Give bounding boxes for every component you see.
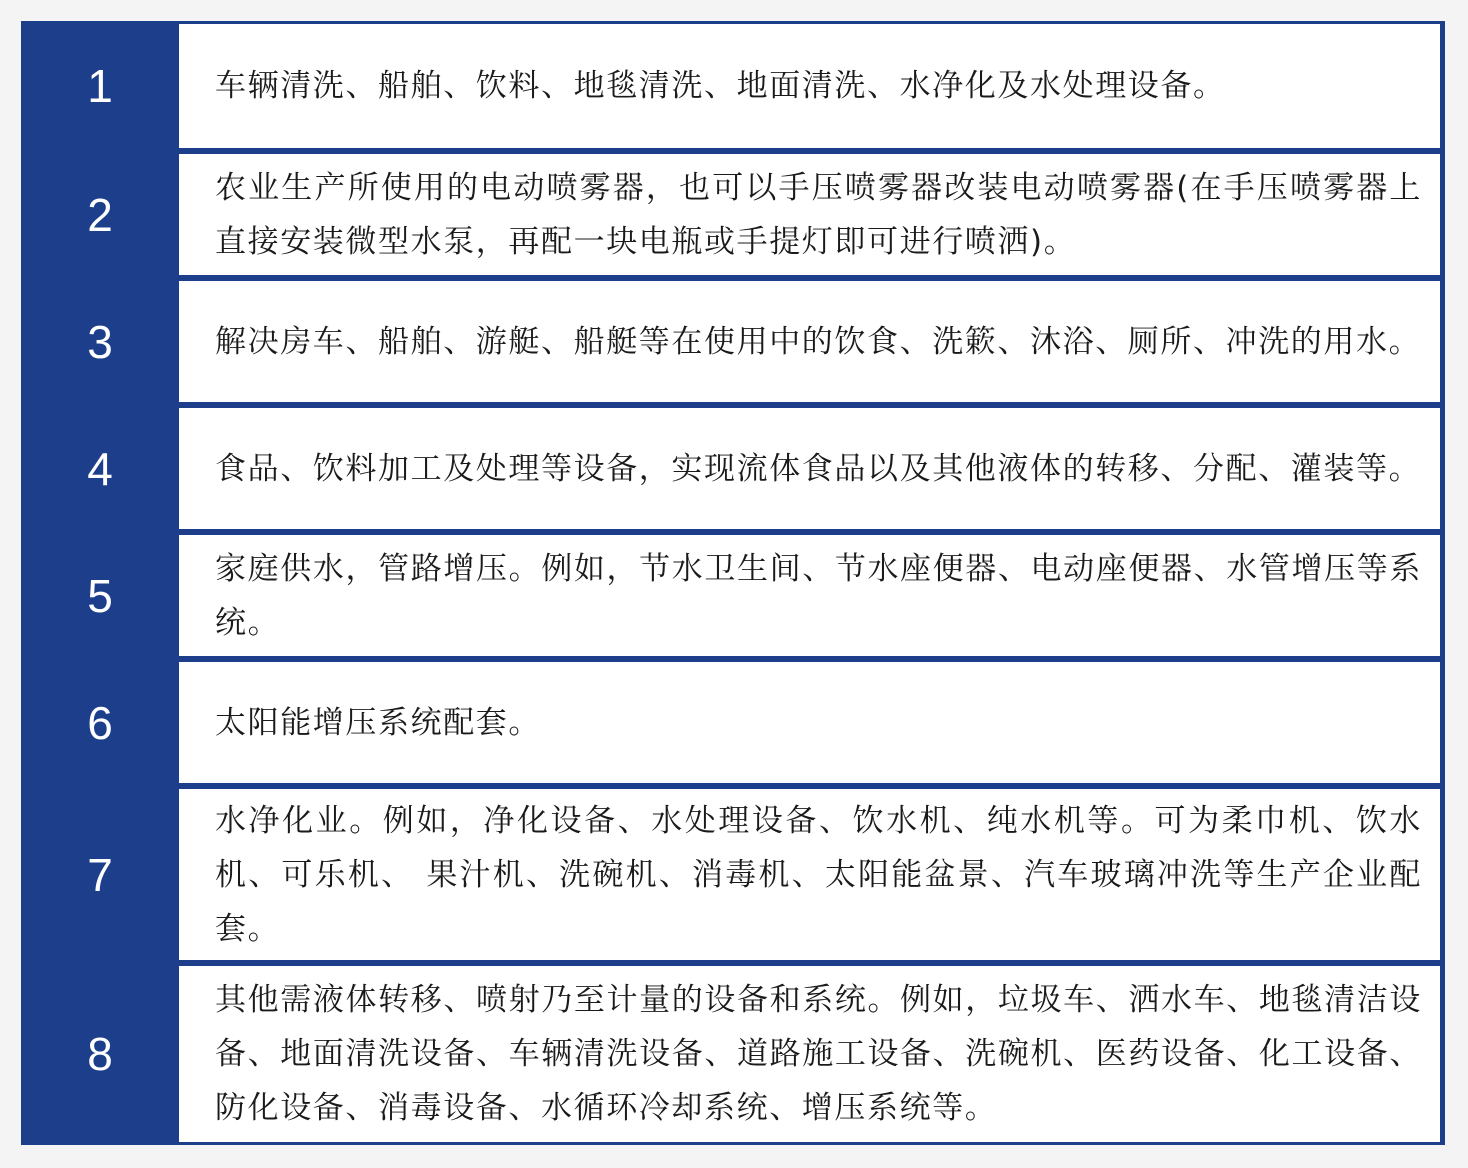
- row-text: 食品、饮料加工及处理等设备，实现流体食品以及其他液体的转移、分配、灌装等。: [215, 450, 1422, 487]
- row-text: 车辆清洗、船舶、饮料、地毯清洗、地面清洗、水净化及水处理设备。: [215, 68, 1226, 104]
- row-text: 解决房车、船舶、游艇、船艇等在使用中的饮食、洗簌、沐浴、厕所、冲洗的用水。: [215, 323, 1422, 360]
- row-text: 其他需液体转移、喷射乃至计量的设备和系统。例如，垃圾车、洒水车、地毯清洁设备、地面清洗设备、车辆清洗设备、道路施工设备、洗碗机、医药设备、化工设备、防化设备、消毒设备、水循环冷却系统、增压系统等。: [215, 982, 1422, 1126]
- row-text: 水净化业。例如，净化设备、水处理设备、饮水机、纯水机等。可为柔巾机、饮水机、可乐机、 果汁机、洗碗机、消毒机、太阳能盆景、汽车玻璃冲洗等生产企业配套。: [215, 802, 1422, 947]
- row-text: 太阳能增压系统配套。: [215, 704, 541, 741]
- row-number: 2: [87, 188, 113, 241]
- table-row: [21, 532, 1445, 659]
- row-text: 农业生产所使用的电动喷雾器，也可以手压喷雾器改装电动喷雾器(在手压喷雾器上直接安装微型水泵，再配一块电瓶或手提灯即可进行喷洒)。: [215, 169, 1422, 260]
- row-number: 8: [87, 1028, 113, 1080]
- row-number: 7: [87, 848, 113, 901]
- table-row: [21, 659, 1445, 786]
- table-row: [21, 278, 1445, 405]
- row-number: 3: [87, 315, 113, 368]
- application-table: [21, 21, 1445, 1145]
- table-row: [21, 405, 1445, 532]
- table-row: [21, 786, 1445, 963]
- row-number: 4: [87, 442, 113, 495]
- row-number: 6: [87, 696, 113, 749]
- row-text-cell: [179, 281, 1440, 402]
- row-text-cell: [179, 966, 1440, 1142]
- row-number: 5: [87, 569, 113, 622]
- row-number: 1: [87, 60, 113, 112]
- row-text-cell: [179, 154, 1440, 275]
- table-row: [21, 21, 1445, 151]
- table-row: [21, 963, 1445, 1145]
- row-text-cell: [179, 24, 1440, 148]
- row-text-cell: [179, 408, 1440, 529]
- row-text: 家庭供水，管路增压。例如，节水卫生间、节水座便器、电动座便器、水管增压等系统。: [215, 550, 1422, 641]
- table-row: [21, 151, 1445, 278]
- row-text-cell: [179, 535, 1440, 656]
- row-text-cell: [179, 789, 1440, 960]
- row-text-cell: [179, 662, 1440, 783]
